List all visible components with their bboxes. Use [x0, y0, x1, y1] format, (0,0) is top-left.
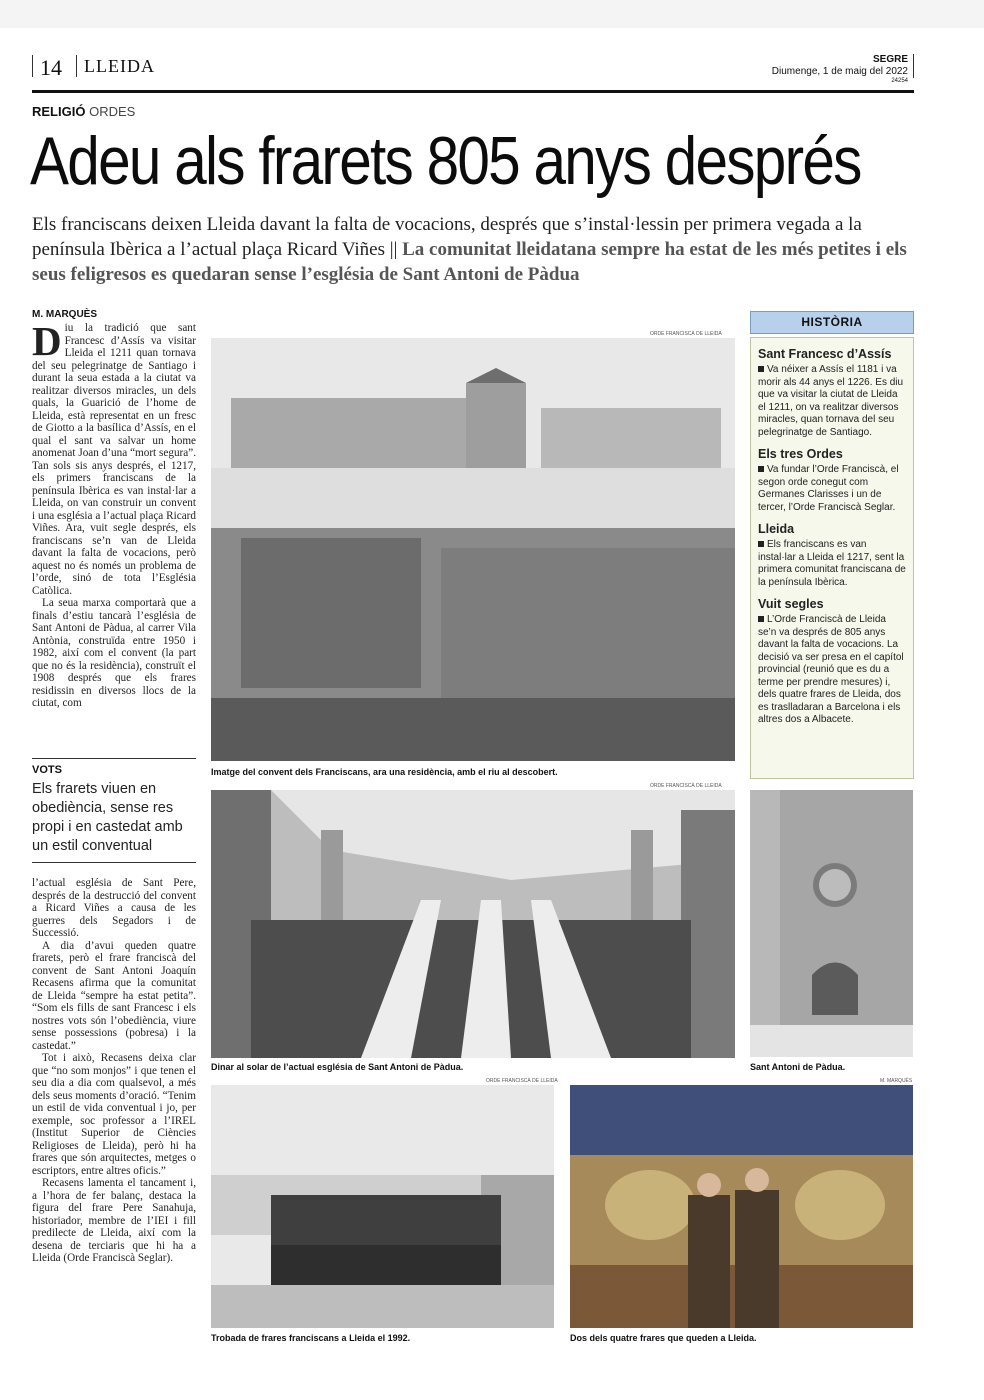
deck-part-1: Els franciscans deixen Lleida davant la falta de vocacions, després que s’instal·lessin per primera vegada a la península Ibèrica a l’actual plaça Ricard Viñes ||: [32, 214, 862, 260]
quote-rule: [32, 758, 196, 759]
convent-photo: [211, 338, 735, 761]
quote-rule: [32, 862, 196, 863]
sidebar-item-text: [758, 614, 906, 727]
sidebar-item-text: [758, 539, 906, 589]
sidebar-item-body: Els franciscans es van instal·lar a Lleida el 1217, sent la primera comunitat franciscana de la península Ibèrica.: [758, 539, 906, 588]
sidebar-item: [758, 447, 906, 514]
photo-caption: Dos dels quatre frares que queden a Lleida.: [570, 1333, 757, 1343]
sidebar-item-body: Va néixer a Assís el 1181 i va morir als 44 anys el 1226. Es diu que va visitar la ciutat de Lleida el 1211, on va realitzar diversos miracles, quan tornava del seu pelegrinatge de Santiago.: [758, 364, 904, 438]
issue-date: Diumenge, 1 de maig del 2022: [771, 66, 908, 77]
sidebar-item-text: [758, 364, 906, 439]
photo-credit: M. MARQUÈS: [880, 1078, 913, 1084]
section-name: LLEIDA: [84, 56, 155, 76]
dropcap: D: [32, 318, 62, 364]
sidebar-item-body: Va fundar l’Orde Franciscà, el segon orde conegut com Germanes Clarisses i un de tercer, l’Orde Franciscà Seglar.: [758, 464, 899, 513]
kicker-sub: ORDES: [89, 104, 136, 119]
body-column-bottom: [32, 877, 196, 1265]
sidebar-heading: HISTÒRIA: [750, 311, 914, 334]
kicker: [32, 104, 135, 119]
pull-quote: Els frarets viuen en obediència, sense res propi i en castedat amb un estil conventual: [32, 781, 183, 854]
photo-caption: Sant Antoni de Pàdua.: [750, 1062, 846, 1072]
paragraph: A dia d’avui queden quatre frarets, però el frare franciscà del convent de Sant Antoni Joaquín Recasens afirma que la comunitat de Lleida “sempre ha estat petita”. “Som els fills de sant Francesc i els nostres vots són l’obediència, viure sense possessions (pobresa) i la castedat.”: [32, 939, 196, 1052]
paragraph: Recasens lamenta el tancament i, a l’hora de fer balanç, destaca la figura del frare Pere Sanahuja, historiador, membre de l’IEI i fill predilecte de Lleida, així com la desena de terciaris que hi ha a Lleida (Orde Franciscà Seglar).: [32, 1177, 196, 1264]
paragraph: Tot i això, Recasens deixa clar que “no som monjos” i que tenen el seu dia a dia com qualsevol, a més dels seus moments d’oració. “Tenim un estil de vida conventual i jo, per exemple, soc professor a l’IREL (Institut Superior de Ciències Religioses de Lleida), però hi ha frares que són arquitectes, metges o escriptors, entre altres oficis.”: [32, 1052, 196, 1177]
sidebar-item-title: Lleida: [758, 522, 795, 536]
bullet-square-icon: [758, 616, 764, 622]
deck: [32, 212, 916, 287]
issue-code: 24254: [891, 78, 908, 84]
kicker-main: RELIGIÓ: [32, 104, 86, 119]
body-column-top: [32, 318, 196, 710]
header-rule: [32, 90, 914, 93]
byline: M. MARQUÈS: [32, 309, 97, 320]
paragraph: La seua marxa comportarà que a finals d’estiu tancarà l’església de Sant Antoni de Pàdua, al carrer Vila Antònia, construïda entre 1950 i 1982, així com el convent (la part que no és la residència), construït el 1908 després que els frares residissin en diversos llocs de la ciutat, com: [32, 597, 196, 709]
sidebar-item: [758, 347, 906, 439]
quote-label: VOTS: [32, 764, 62, 776]
meeting-photo: [211, 1085, 554, 1328]
header-divider: [76, 55, 77, 77]
top-bar: [0, 0, 984, 28]
paragraph: l’actual església de Sant Pere, després de la destrucció del convent a Ricard Viñes a causa de les guerres dels Segadors i de Successió.: [32, 877, 196, 939]
sidebar-item: [758, 597, 906, 727]
page-number: 14: [40, 55, 62, 80]
newspaper-name: SEGRE: [872, 54, 908, 65]
headline: Adeu als frarets 805 anys després: [30, 123, 861, 199]
sidebar-item-title: Vuit segles: [758, 597, 824, 611]
bullet-square-icon: [758, 466, 764, 472]
friars-photo: [570, 1085, 913, 1328]
church-photo: [750, 790, 913, 1057]
photo-caption: Imatge del convent dels Franciscans, ara una residència, amb el riu al descobert.: [211, 767, 558, 777]
bullet-square-icon: [758, 366, 764, 372]
header-divider: [32, 55, 33, 77]
sidebar-content: [758, 343, 906, 735]
header-divider: [913, 54, 914, 78]
paragraph-text: iu la tradició que sant Francesc d’Assís va visitar Lleida el 1211 quan tornava del seu pelegrinatge de Santiago i durant la seua estada a la ciutat va realitzar diversos miracles, un dels quals, la Guarició de l’home de Lleida, està representat en un fresc de Giotto a la basílica d’Assís, en el qual el sant va salvar un home anomenat Joan d’una “mort segura”. Tan sols sis anys després, el 1217, els primers franciscans de la península Ibèrica es van instal·lar a Lleida, on van construir un convent i una església a l’actual plaça Ricard Viñes. Ara, vuit segle després, els franciscans se’n van de Lleida davant la falta de vocacions, però aquest no és només un problema de l’orde, sinó de tota l’Església Catòlica.: [32, 322, 196, 597]
photo-credit: ORDE FRANCISCÀ DE LLEIDA: [486, 1078, 558, 1084]
photo-caption: Trobada de frares franciscans a Lleida el 1992.: [211, 1333, 411, 1343]
photo-caption: Dinar al solar de l’actual església de Sant Antoni de Pàdua.: [211, 1062, 464, 1072]
sidebar-item-body: L’Orde Franciscà de Lleida se’n va després de 805 anys davant la falta de vocacions. La decisió va ser presa en el capítol provincial (reunió que es du a terme per prendre mesures) i, dels quatre frares de Lleida, dos es traslladaran a Barcelona i els altres dos a Albacete.: [758, 614, 904, 725]
photo-credit: ORDE FRANCISCÀ DE LLEIDA: [650, 783, 722, 789]
sidebar-item-text: [758, 464, 906, 514]
deck-part-2: La comunitat lleidatana sempre ha estat de les més petites i els seus feligresos es quedaran sense l’església de Sant Antoni de Pàdua: [32, 239, 907, 285]
dinner-photo: [211, 790, 735, 1058]
sidebar-item-title: Sant Francesc d’Assís: [758, 347, 892, 361]
paragraph: [32, 318, 196, 597]
bullet-square-icon: [758, 541, 764, 547]
sidebar-item-title: Els tres Ordes: [758, 447, 843, 461]
photo-credit: ORDE FRANCISCÀ DE LLEIDA: [650, 331, 722, 337]
sidebar-item: [758, 522, 906, 589]
